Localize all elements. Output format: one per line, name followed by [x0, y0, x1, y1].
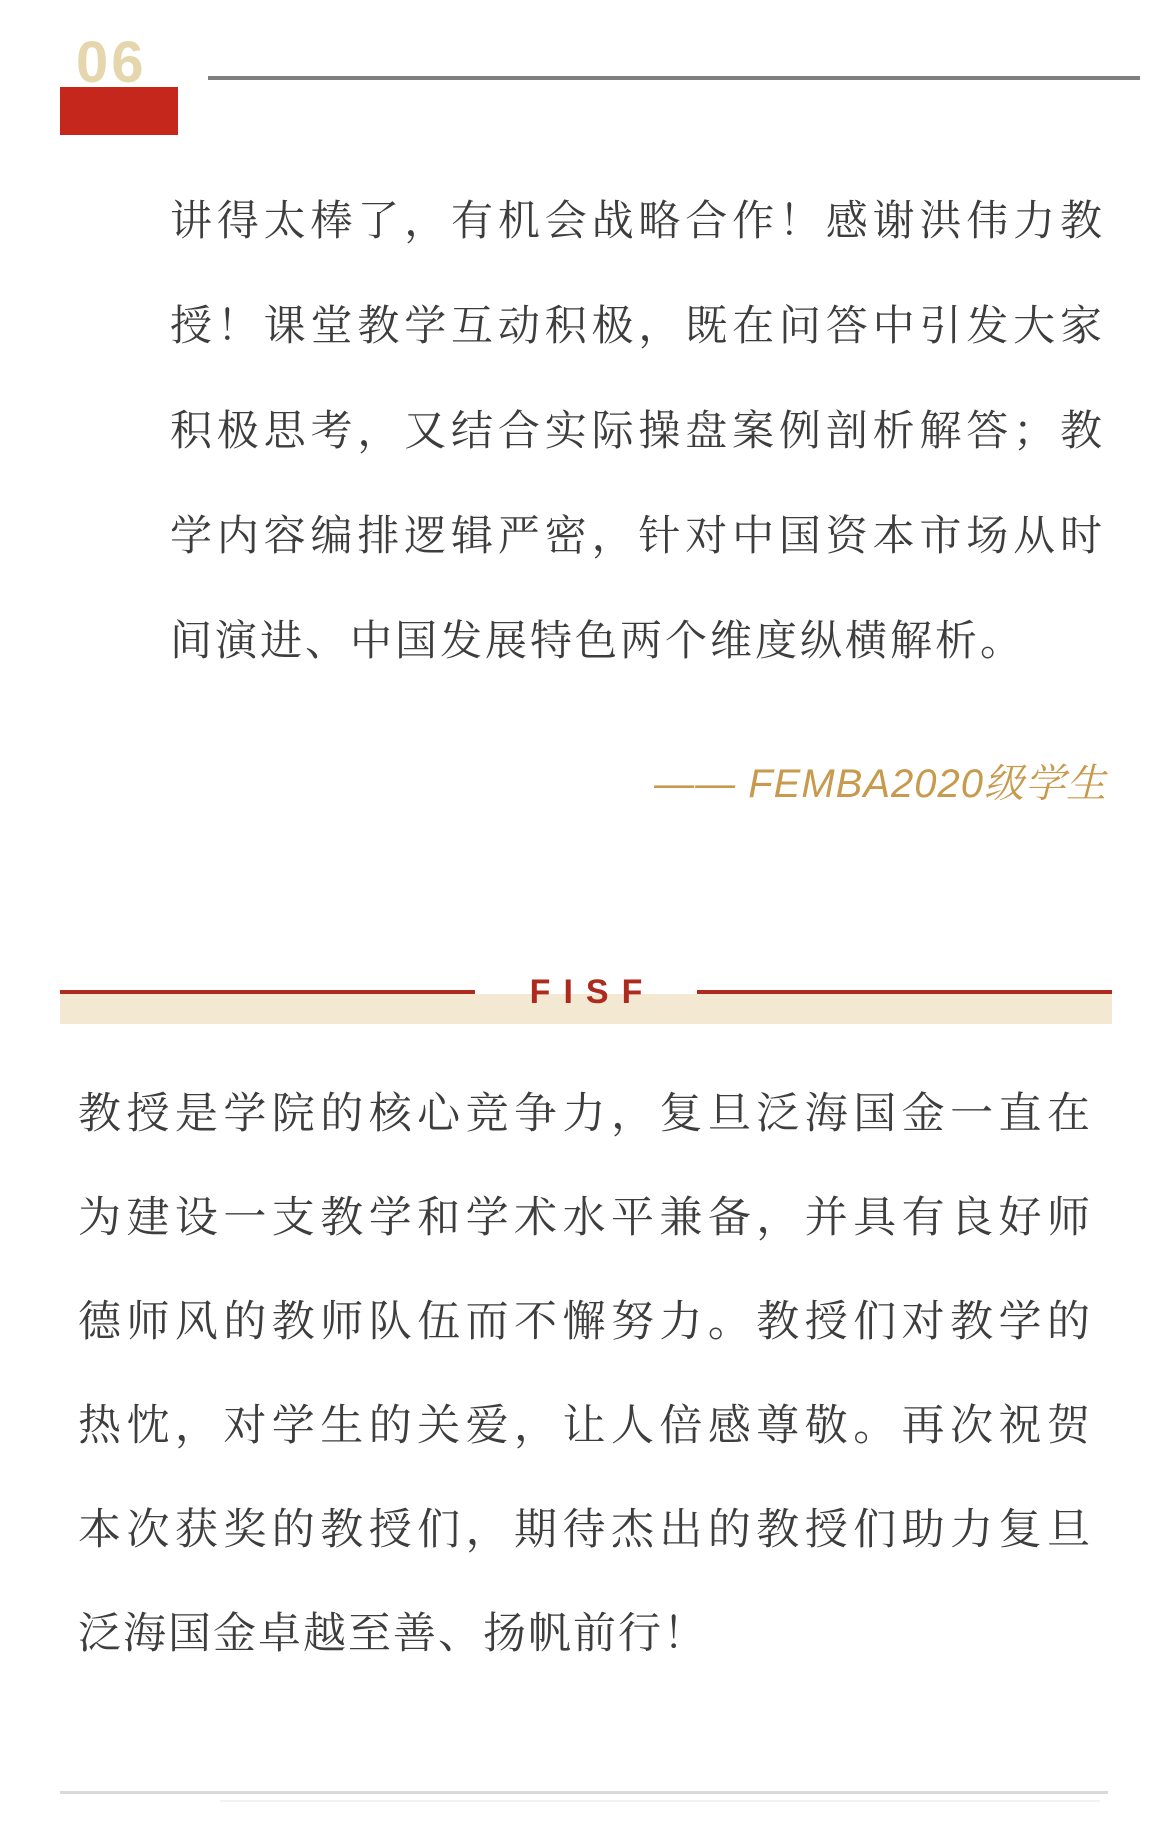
quote-line: 积极思考，又结合实际操盘案例剖析解答；教	[170, 407, 1105, 454]
quote-paragraph	[170, 168, 1105, 693]
quote-line: 授！课堂教学互动积极，既在问答中引发大家	[170, 302, 1105, 349]
quote-line: 间演进、中国发展特色两个维度纵横解析。	[170, 617, 1026, 664]
comment-line: 热忱，对学生的关爱，让人倍感尊敬。再次祝贺	[78, 1402, 1092, 1450]
divider-rule-left	[60, 990, 475, 994]
fisf-divider	[60, 974, 1112, 1010]
quote-attribution: —— FEMBA2020级学生	[654, 762, 1107, 806]
comment-line: 为建设一支教学和学术水平兼备，并具有良好师	[78, 1194, 1092, 1242]
comment-paragraph	[78, 1062, 1092, 1686]
footer-rule-faint	[220, 1800, 1100, 1802]
footer-rule	[60, 1791, 1108, 1794]
divider-rule-right	[697, 990, 1112, 994]
comment-line: 本次获奖的教授们，期待杰出的教授们助力复旦	[78, 1506, 1092, 1554]
comment-line: 教授是学院的核心竞争力，复旦泛海国金一直在	[78, 1090, 1092, 1138]
header-rule	[208, 76, 1140, 80]
comment-line: 泛海国金卓越至善、扬帆前行！	[78, 1610, 708, 1658]
quote-line: 讲得太棒了，有机会战略合作！感谢洪伟力教	[170, 197, 1105, 244]
section-number: 06	[76, 30, 147, 95]
comment-line: 德师风的教师队伍而不懈努力。教授们对教学的	[78, 1298, 1092, 1346]
divider-label: FISF	[529, 973, 656, 1011]
quote-line: 学内容编排逻辑严密，针对中国资本市场从时	[170, 512, 1105, 559]
